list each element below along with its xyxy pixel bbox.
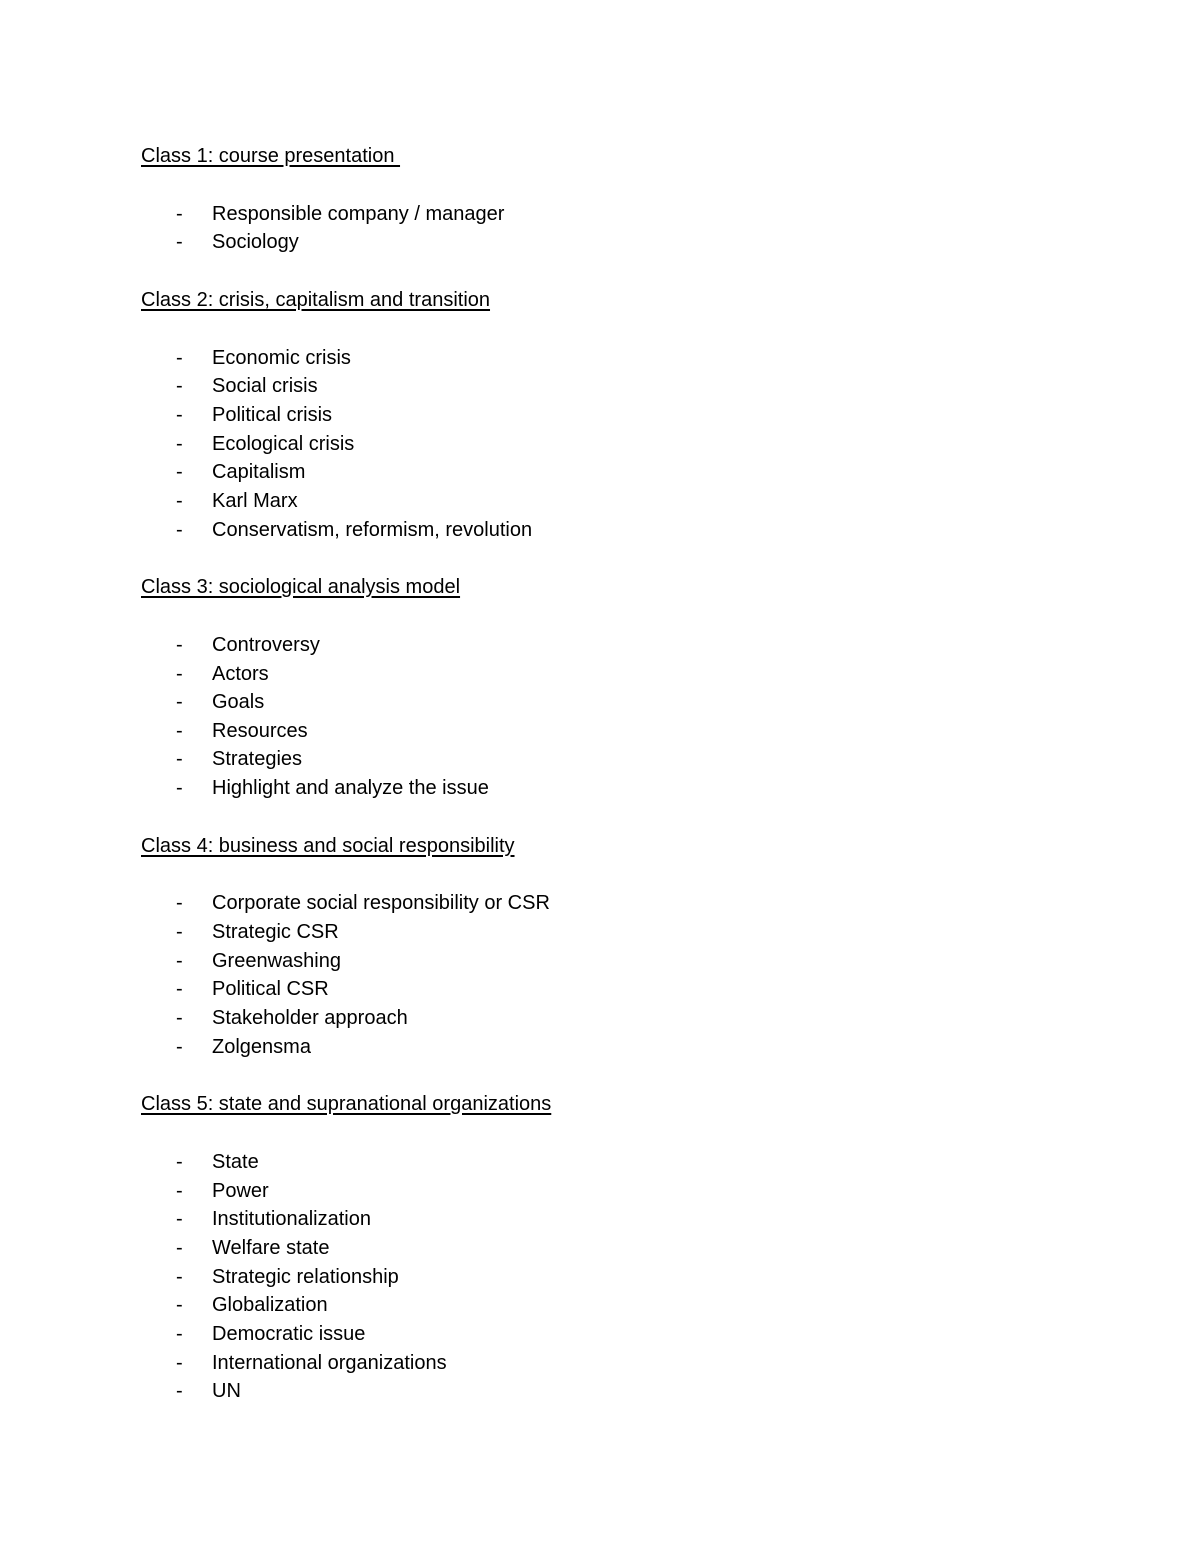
list-item-label: Democratic issue	[212, 1323, 366, 1345]
list-item	[0, 1033, 900, 1061]
list-item	[0, 1148, 900, 1176]
bullet-dash: -	[176, 777, 183, 799]
bullet-dash: -	[176, 375, 183, 397]
bullet-dash: -	[176, 1007, 183, 1029]
bullet-dash: -	[176, 978, 183, 1000]
bullet-dash: -	[176, 1180, 183, 1202]
bullet-dash: -	[176, 1294, 183, 1316]
list-item	[0, 401, 900, 429]
list-item	[0, 889, 900, 917]
bullet-dash: -	[176, 1208, 183, 1230]
list-item-label: State	[212, 1151, 259, 1173]
bullet-dash: -	[176, 231, 183, 253]
bullet-dash: -	[176, 748, 183, 770]
list-item	[0, 745, 900, 773]
list-item	[0, 516, 900, 544]
bullet-dash: -	[176, 691, 183, 713]
bullet-dash: -	[176, 892, 183, 914]
list-item-label: Political crisis	[212, 404, 333, 426]
bullet-dash: -	[176, 519, 183, 541]
list-item-label: UN	[212, 1380, 241, 1402]
list-item	[0, 1349, 900, 1377]
list-item	[0, 344, 900, 372]
list-item-label: Stakeholder approach	[212, 1007, 408, 1029]
list-item	[0, 918, 900, 946]
list-item	[0, 947, 900, 975]
list-item-label: Responsible company / manager	[212, 203, 505, 225]
list-item-label: Social crisis	[212, 375, 318, 397]
list-item-label: Economic crisis	[212, 347, 351, 369]
list-item	[0, 631, 900, 659]
bullet-dash: -	[176, 663, 183, 685]
list-item	[0, 1291, 900, 1319]
list-item	[0, 372, 900, 400]
list-item-label: Strategic relationship	[212, 1266, 399, 1288]
bullet-dash: -	[176, 1380, 183, 1402]
bullet-dash: -	[176, 1036, 183, 1058]
bullet-dash: -	[176, 634, 183, 656]
list-item	[0, 430, 900, 458]
section-heading-class-3: Class 3: sociological analysis model	[141, 576, 461, 598]
list-item	[0, 487, 900, 515]
list-item-label: Actors	[212, 663, 269, 685]
list-item	[0, 1320, 900, 1348]
list-item	[0, 1234, 900, 1262]
list-item-label: Power	[212, 1180, 269, 1202]
bullet-dash: -	[176, 433, 183, 455]
section-heading-class-2: Class 2: crisis, capitalism and transition	[141, 289, 491, 311]
bullet-dash: -	[176, 347, 183, 369]
section-heading-class-4: Class 4: business and social responsibility	[141, 835, 515, 857]
bullet-dash: -	[176, 950, 183, 972]
list-item	[0, 1263, 900, 1291]
list-item	[0, 774, 900, 802]
bullet-dash: -	[176, 490, 183, 512]
bullet-dash: -	[176, 720, 183, 742]
list-item	[0, 228, 900, 256]
list-item	[0, 458, 900, 486]
list-item	[0, 1177, 900, 1205]
list-item-label: Zolgensma	[212, 1036, 311, 1058]
list-item	[0, 660, 900, 688]
list-item-label: International organizations	[212, 1352, 447, 1374]
section-heading-class-5: Class 5: state and supranational organizations	[141, 1093, 552, 1115]
list-item	[0, 688, 900, 716]
list-item-label: Institutionalization	[212, 1208, 371, 1230]
section-heading-class-1: Class 1: course presentation	[141, 145, 401, 167]
bullet-dash: -	[176, 203, 183, 225]
list-item-label: Greenwashing	[212, 950, 341, 972]
bullet-dash: -	[176, 1151, 183, 1173]
bullet-dash: -	[176, 404, 183, 426]
list-item-label: Karl Marx	[212, 490, 298, 512]
bullet-dash: -	[176, 1266, 183, 1288]
bullet-dash: -	[176, 461, 183, 483]
list-item	[0, 200, 900, 228]
list-item	[0, 975, 900, 1003]
list-item-label: Goals	[212, 691, 265, 713]
list-item-label: Highlight and analyze the issue	[212, 777, 489, 799]
list-item-label: Corporate social responsibility or CSR	[212, 892, 550, 914]
list-item	[0, 717, 900, 745]
list-item-label: Political CSR	[212, 978, 329, 1000]
bullet-dash: -	[176, 1352, 183, 1374]
list-item-label: Globalization	[212, 1294, 328, 1316]
list-item	[0, 1004, 900, 1032]
list-item-label: Capitalism	[212, 461, 306, 483]
list-item-label: Controversy	[212, 634, 320, 656]
list-item	[0, 1205, 900, 1233]
list-item	[0, 1377, 900, 1405]
list-item-label: Conservatism, reformism, revolution	[212, 519, 533, 541]
list-item-label: Sociology	[212, 231, 299, 253]
list-item-label: Strategic CSR	[212, 921, 339, 943]
list-item-label: Resources	[212, 720, 308, 742]
bullet-dash: -	[176, 1323, 183, 1345]
list-item-label: Welfare state	[212, 1237, 330, 1259]
bullet-dash: -	[176, 921, 183, 943]
list-item-label: Ecological crisis	[212, 433, 355, 455]
bullet-dash: -	[176, 1237, 183, 1259]
list-item-label: Strategies	[212, 748, 303, 770]
